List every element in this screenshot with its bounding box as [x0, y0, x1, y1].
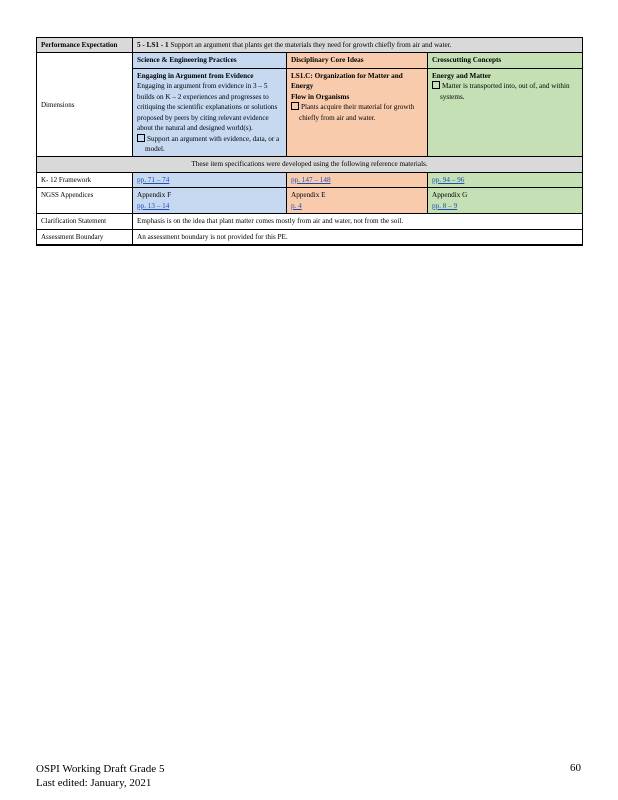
clarification-text: Emphasis is on the idea that plant matter comes mostly from air and water, not from the soil.	[133, 214, 583, 229]
sep-bullets	[137, 134, 282, 155]
sep-header: Science & Engineering Practices	[133, 53, 287, 68]
ccc-bullet: Matter is transported into, out of, and within systems.	[432, 81, 578, 102]
dci-subhead-1: LS1.C: Organization for Matter and Energy	[291, 71, 403, 91]
bullet-box-icon	[137, 134, 145, 142]
appendix-dci-link[interactable]: p. 4	[291, 201, 302, 210]
ccc-header: Crosscutting Concepts	[428, 53, 583, 68]
appendices-row	[37, 188, 583, 214]
dci-bullets	[291, 102, 423, 123]
appendix-dci-name: Appendix E	[291, 191, 326, 200]
appendix-sep-name: Appendix F	[137, 191, 172, 200]
sep-subhead: Engaging in Argument from Evidence	[137, 71, 254, 80]
dimensions-label: Dimensions	[37, 53, 133, 157]
reference-note-row	[37, 157, 583, 172]
appendix-sep-link[interactable]: pp. 13 – 14	[137, 201, 170, 210]
dci-bullet: Plants acquire their material for growth chiefly from air and water.	[291, 102, 423, 123]
dci-content	[287, 68, 428, 157]
boundary-label: Assessment Boundary	[37, 229, 133, 245]
sep-bullet: Support an argument with evidence, data, or a model.	[137, 134, 282, 155]
specification-table	[36, 37, 583, 246]
framework-row	[37, 172, 583, 187]
ccc-subhead: Energy and Matter	[432, 71, 492, 80]
boundary-row	[37, 229, 583, 245]
dci-subhead-2: Flow in Organisms	[291, 92, 350, 101]
appendix-ccc-name: Appendix G	[432, 191, 468, 200]
bullet-box-icon	[291, 102, 299, 110]
footer-last-edited: Last edited: January, 2021	[36, 777, 152, 790]
appendix-ccc-link[interactable]: pp. 8 – 9	[432, 201, 458, 210]
pe-text: Support an argument that plants get the materials they need for growth chiefly from air and water.	[170, 41, 452, 49]
page-number: 60	[570, 762, 581, 774]
sep-body: Engaging in argument from evidence in 3 – 5 builds on K – 2 experiences and progresses to critiquing the scientific explanations or solutions proposed by peers by citing relevant evidence about the natural and designed world(s).	[137, 82, 278, 133]
ccc-content	[428, 68, 583, 157]
sep-content	[133, 68, 287, 157]
dci-header: Disciplinary Core Ideas	[287, 53, 428, 68]
appendices-label: NGSS Appendices	[37, 188, 133, 214]
pe-label: Performance Expectation	[37, 38, 133, 53]
clarification-row	[37, 214, 583, 229]
clarification-label: Clarification Statement	[37, 214, 133, 229]
pe-cell	[133, 38, 583, 53]
framework-label: K- 12 Framework	[37, 172, 133, 187]
footer-doc-title: OSPI Working Draft Grade 5	[36, 763, 165, 775]
framework-dci-link[interactable]: pp. 147 – 148	[291, 175, 331, 184]
framework-ccc-link[interactable]: pp. 94 – 96	[432, 175, 465, 184]
bullet-box-icon	[432, 81, 440, 89]
framework-sep-link[interactable]: pp. 71 – 74	[137, 175, 170, 184]
pe-row	[37, 38, 583, 53]
boundary-text: An assessment boundary is not provided for this PE.	[133, 229, 583, 245]
ccc-bullets	[432, 81, 578, 102]
pe-code: 5 - LS1 - 1	[137, 41, 169, 49]
page-footer	[36, 762, 164, 791]
reference-note: These item specifications were developed using the following reference materials.	[37, 157, 583, 172]
dimension-headers-row	[37, 53, 583, 68]
